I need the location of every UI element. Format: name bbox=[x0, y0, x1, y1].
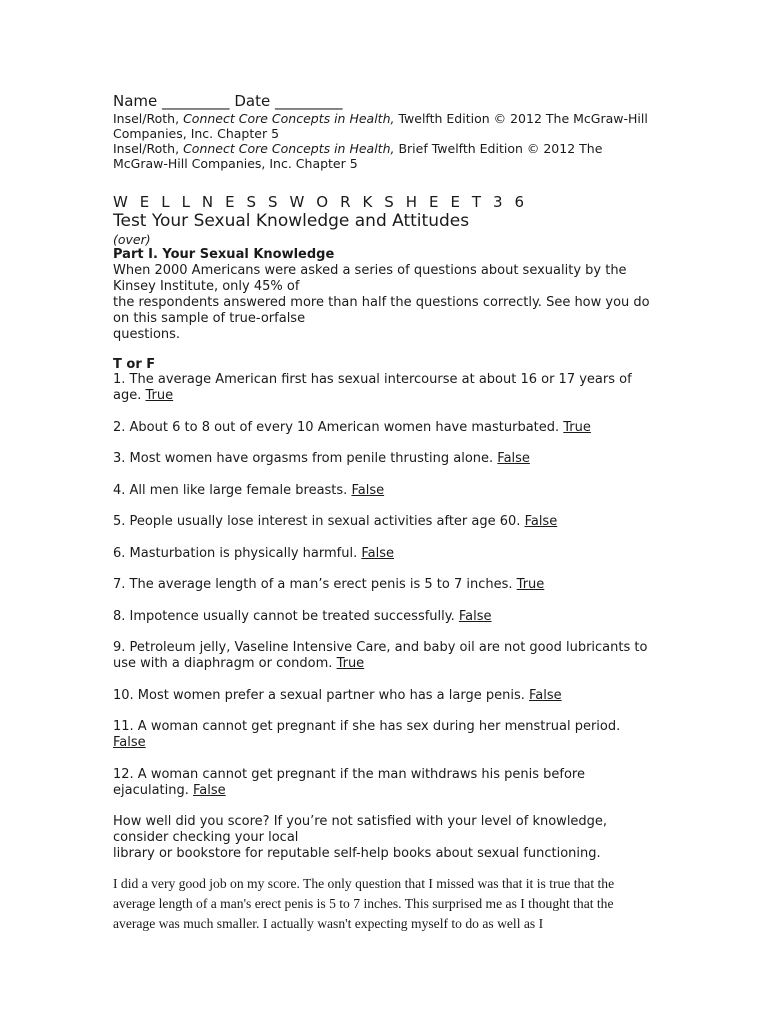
question-text: 10. Most women prefer a sexual partner who has a large penis. bbox=[113, 687, 525, 703]
question-answer: False bbox=[458, 608, 492, 624]
question-answer: False bbox=[361, 545, 395, 561]
date-label: Date bbox=[234, 92, 271, 110]
question-item bbox=[113, 767, 653, 799]
question-item bbox=[113, 420, 653, 436]
citation bbox=[113, 141, 653, 171]
score-line: How well did you score? If you’re not satisfied with your level of knowledge, consider checking your local bbox=[113, 814, 608, 845]
over-note: (over) bbox=[113, 232, 151, 247]
intro-paragraph bbox=[113, 263, 653, 343]
question-text: 1. The average American first has sexual intercourse at about 16 or 17 years of age. bbox=[113, 372, 632, 403]
question-item bbox=[113, 372, 653, 404]
intro-line: When 2000 Americans were asked a series of questions about sexuality by the Kinsey Institute, only 45% of bbox=[113, 263, 627, 294]
question-item bbox=[113, 577, 653, 593]
question-answer: True bbox=[563, 419, 591, 435]
question-item bbox=[113, 719, 653, 751]
question-answer: False bbox=[193, 782, 226, 798]
question-answer: False bbox=[497, 451, 530, 466]
torf-label: T or F bbox=[113, 357, 156, 372]
question-text: 11. A woman cannot get pregnant if she has sex during her menstrual period. bbox=[113, 719, 621, 734]
question-item bbox=[113, 640, 653, 672]
question-item bbox=[113, 688, 653, 704]
question-text: 3. Most women have orgasms from penile thrusting alone. bbox=[113, 451, 494, 466]
question-item bbox=[113, 609, 653, 625]
question-answer: True bbox=[145, 388, 174, 403]
part-heading: Part I. Your Sexual Knowledge bbox=[113, 247, 335, 262]
citation-author: Insel/Roth, bbox=[113, 141, 180, 156]
question-text: 6. Masturbation is physically harmful. bbox=[113, 545, 358, 561]
score-line: library or bookstore for reputable self-help books about sexual functioning. bbox=[113, 846, 601, 861]
citation-book-title: Connect Core Concepts in Health, bbox=[183, 141, 395, 156]
question-text: 8. Impotence usually cannot be treated successfully. bbox=[113, 608, 455, 624]
worksheet-label: W E L L N E S S W O R K S H E E T 3 6 bbox=[113, 193, 528, 211]
question-item bbox=[113, 546, 653, 562]
question-text: 9. Petroleum jelly, Vaseline Intensive Care, and baby oil are not good lubricants to use with a diaphragm or condom. bbox=[113, 640, 648, 671]
page-title: Test Your Sexual Knowledge and Attitudes bbox=[113, 211, 470, 231]
citation-book-title: Connect Core Concepts in Health, bbox=[183, 111, 395, 126]
date-field[interactable]: _________ bbox=[274, 92, 343, 110]
question-text: 2. About 6 to 8 out of every 10 American women have masturbated. bbox=[113, 419, 560, 435]
name-field[interactable]: _________ bbox=[162, 92, 230, 110]
page-content bbox=[113, 92, 653, 934]
question-text: 12. A woman cannot get pregnant if the man withdraws his penis before ejaculating. bbox=[113, 766, 585, 798]
citation bbox=[113, 111, 653, 141]
score-paragraph bbox=[113, 814, 653, 862]
question-text: 7. The average length of a man’s erect penis is 5 to 7 inches. bbox=[113, 577, 513, 592]
question-item bbox=[113, 514, 653, 530]
name-date-line bbox=[113, 92, 653, 111]
question-item bbox=[113, 483, 653, 499]
question-answer: False bbox=[351, 482, 385, 498]
name-label: Name bbox=[113, 92, 158, 110]
question-text: 5. People usually lose interest in sexual activities after age 60. bbox=[113, 514, 521, 529]
question-answer: False bbox=[529, 687, 562, 703]
citation-details: Brief Twelfth Edition © 2012 The McGraw-Hill Companies, Inc. Chapter 5 bbox=[113, 141, 603, 171]
question-answer: False bbox=[113, 735, 146, 750]
question-item bbox=[113, 451, 653, 467]
intro-line: questions. bbox=[113, 327, 181, 342]
question-answer: True bbox=[516, 577, 545, 592]
question-list bbox=[113, 372, 653, 799]
intro-line: the respondents answered more than half the questions correctly. See how you do on this sample of true-orfalse bbox=[113, 295, 650, 326]
citation-author: Insel/Roth, bbox=[113, 111, 180, 126]
question-answer: True bbox=[336, 656, 365, 671]
student-reflection: I did a very good job on my score. The only question that I missed was that it is true that the average length of a man's erect penis is 5 to 7 inches. This surprised me as I thought that the average was much smaller. I actually wasn't expecting myself to do as well as I bbox=[113, 876, 615, 931]
question-answer: False bbox=[524, 514, 558, 529]
question-text: 4. All men like large female breasts. bbox=[113, 482, 348, 498]
citation-details: Twelfth Edition © 2012 The McGraw-Hill Companies, Inc. Chapter 5 bbox=[113, 111, 648, 141]
